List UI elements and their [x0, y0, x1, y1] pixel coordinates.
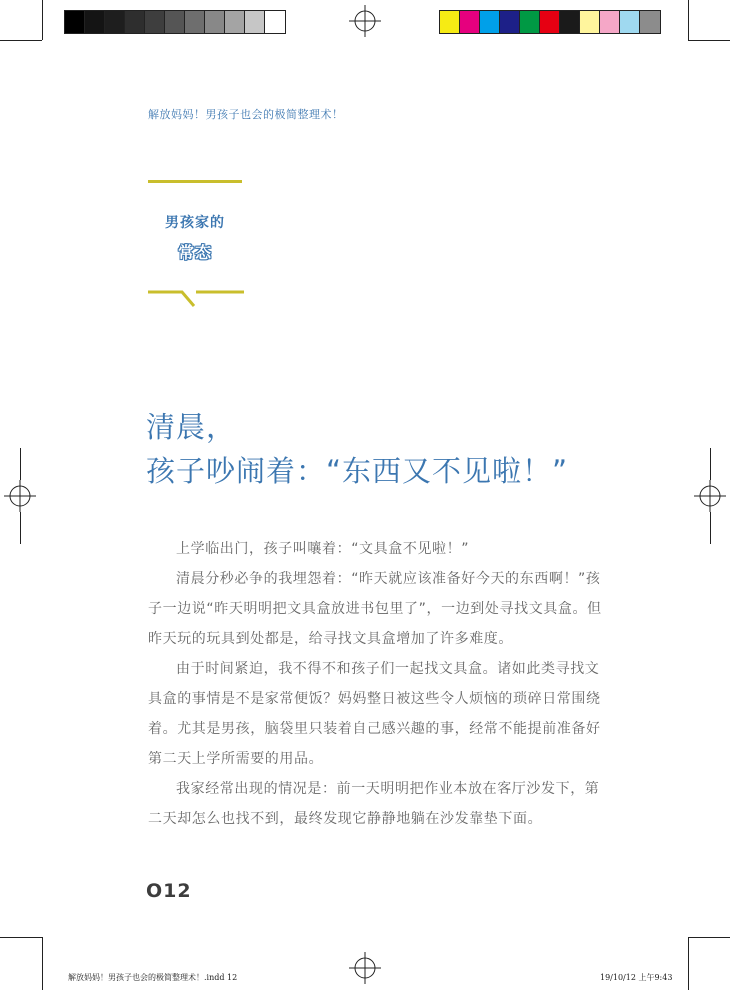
color-swatch: [165, 11, 185, 33]
crop-mark: [20, 448, 21, 480]
running-header: 解放妈妈！男孩子也会的极简整理术！: [148, 108, 344, 121]
crop-mark: [688, 937, 689, 990]
color-swatch: [540, 11, 560, 33]
crop-mark: [42, 0, 43, 40]
color-swatch: [205, 11, 225, 33]
section-rule-bottom: [148, 288, 244, 310]
color-swatch: [265, 11, 285, 33]
color-swatch: [85, 11, 105, 33]
color-swatch: [440, 11, 460, 33]
color-swatch: [145, 11, 165, 33]
color-swatch: [65, 11, 85, 33]
paragraph: 我家经常出现的情况是：前一天明明把作业本放在客厅沙发下，第二天却怎么也找不到，最终发现它静静地躺在沙发靠垫下面。: [148, 781, 600, 827]
paragraph: 上学临出门，孩子叫嚷着：“文具盒不见啦！”: [176, 541, 470, 557]
registration-mark-bottom: [349, 952, 381, 984]
page-number: O12: [146, 880, 192, 902]
registration-mark-left: [4, 480, 36, 512]
body-text: [148, 534, 608, 834]
crop-mark: [688, 0, 689, 40]
color-swatch: [245, 11, 265, 33]
slug-datetime: 19/10/12 上午9:43: [600, 973, 673, 982]
crop-mark: [0, 937, 42, 938]
color-swatch: [185, 11, 205, 33]
paragraph: 由于时间紧迫，我不得不和孩子们一起找文具盒。诸如此类寻找文具盒的事情是不是家常便饭？妈妈整日被这些令人烦恼的琐碎日常围绕着。尤其是男孩，脑袋里只装着自己感兴趣的事，经常不能提前准备好第二天上学所需要的用品。: [148, 661, 601, 767]
page-title-line-2: 孩子吵闹着：“东西又不见啦！”: [146, 454, 569, 488]
color-swatch: [600, 11, 620, 33]
grayscale-bar: [64, 10, 286, 34]
crop-mark: [0, 40, 42, 41]
crop-mark: [710, 448, 711, 480]
crop-mark: [688, 40, 730, 41]
paragraph: 清晨分秒必争的我埋怨着：“昨天就应该准备好今天的东西啊！”孩子一边说“昨天明明把文具盒放进书包里了”，一边到处寻找文具盒。但昨天玩的玩具到处都是，给寻找文具盒增加了许多难度。: [148, 571, 602, 647]
color-swatch: [105, 11, 125, 33]
color-swatch: [480, 11, 500, 33]
crop-mark: [688, 937, 730, 938]
color-swatch: [560, 11, 580, 33]
color-swatch: [640, 11, 660, 33]
section-rule-top: [148, 180, 242, 183]
crop-mark: [710, 512, 711, 544]
registration-mark-right: [694, 480, 726, 512]
color-swatch: [460, 11, 480, 33]
crop-mark: [42, 937, 43, 990]
page-title-line-1: 清晨，: [146, 410, 237, 444]
color-bar: [439, 10, 661, 34]
color-swatch: [125, 11, 145, 33]
section-sublabel: 常态: [177, 243, 212, 262]
slug-filename: 解放妈妈！男孩子也会的极简整理术！.indd 12: [68, 973, 238, 982]
section-label: 男孩家的: [165, 215, 225, 231]
color-swatch: [225, 11, 245, 33]
color-swatch: [580, 11, 600, 33]
color-swatch: [500, 11, 520, 33]
color-swatch: [520, 11, 540, 33]
crop-mark: [20, 512, 21, 544]
registration-mark-top: [349, 5, 381, 37]
color-swatch: [620, 11, 640, 33]
